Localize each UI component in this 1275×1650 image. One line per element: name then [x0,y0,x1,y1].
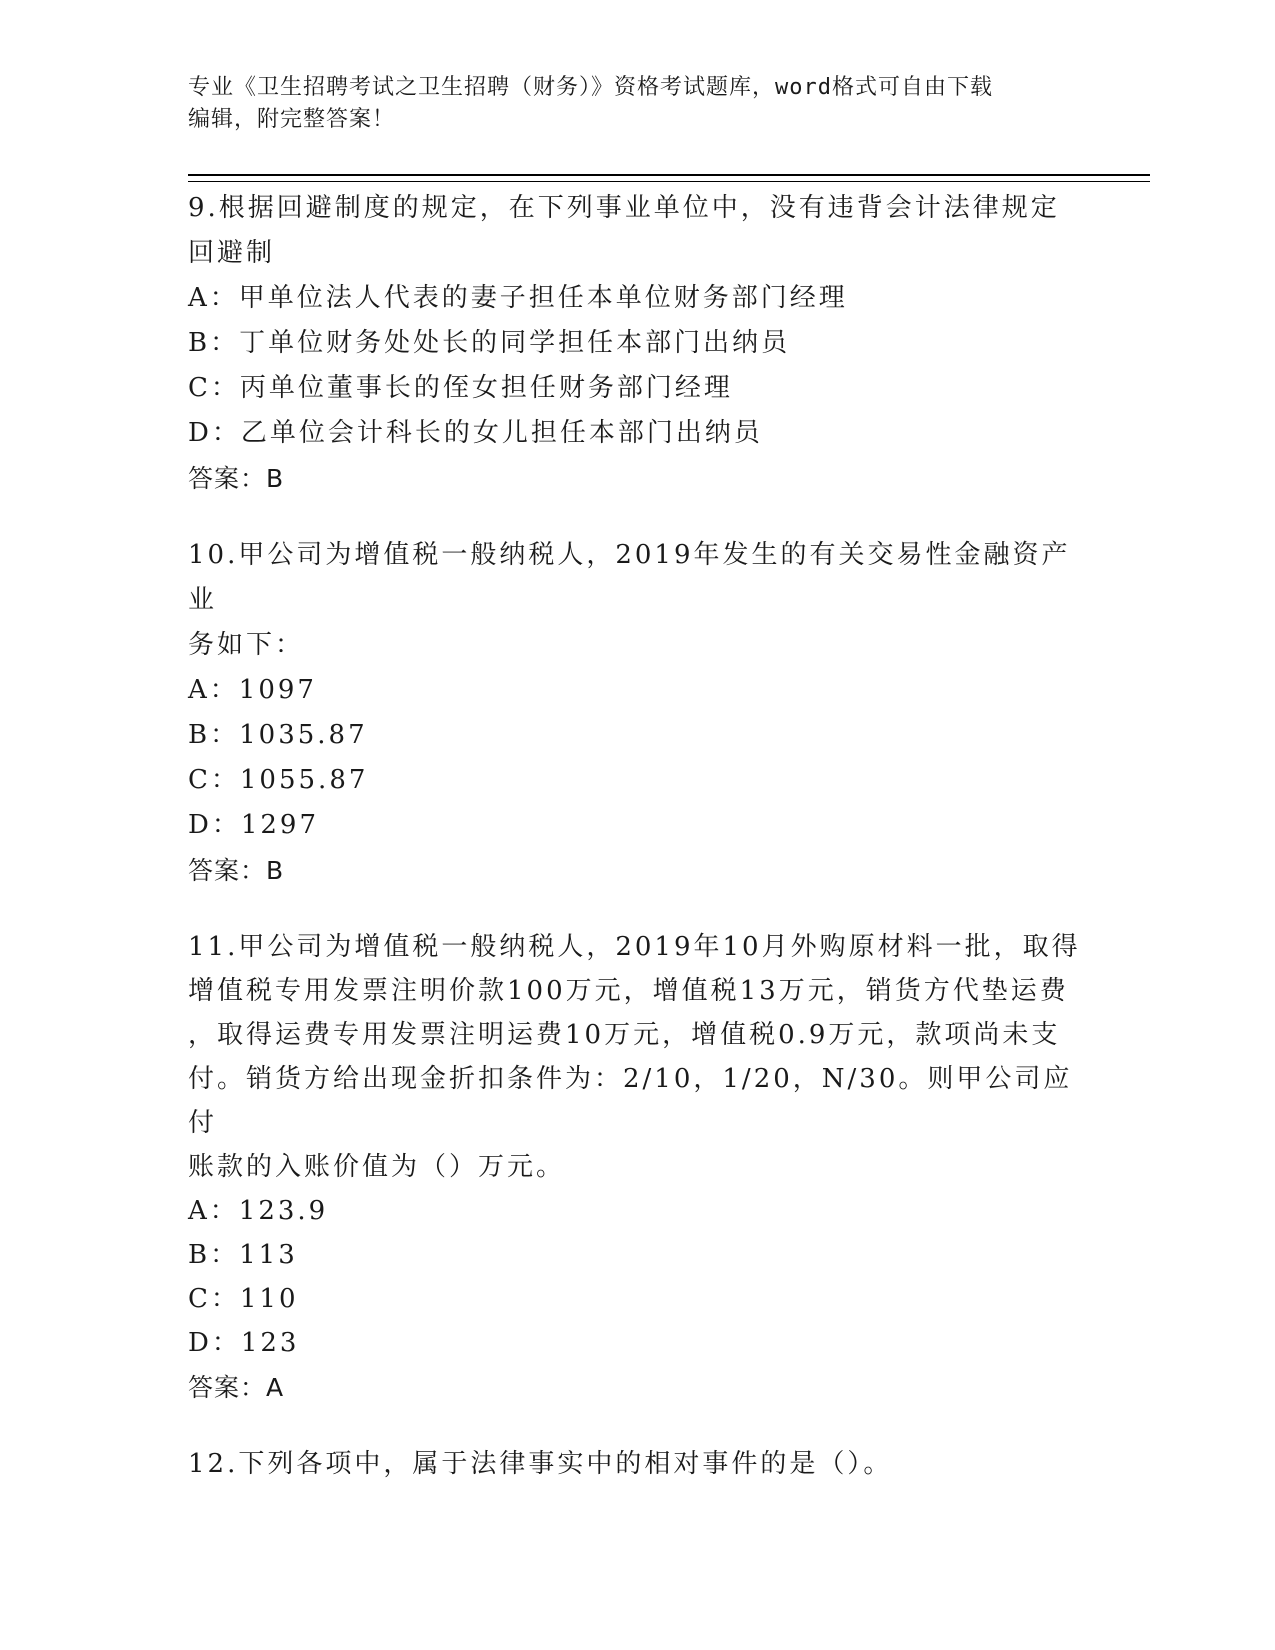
question-text-line: 务如下： [188,630,305,660]
question-12 [188,1442,1088,1487]
header-line-2: 编辑，附完整答案！ [188,107,396,132]
option-b: B：丁单位财务处处长的同学担任本部门出纳员 [188,328,791,358]
question-9 [188,186,1088,501]
header-line-1: 专业《卫生招聘考试之卫生招聘（财务）》资格考试题库，word格式可自由下载 [188,75,993,100]
option-b: B：1035.87 [188,720,368,750]
question-text-line: 12.下列各项中，属于法律事实中的相对事件的是（）。 [188,1449,893,1479]
option-a: A：1097 [188,675,317,705]
question-text-line: 增值税专用发票注明价款100万元，增值税13万元，销货方代垫运费 [188,976,1069,1006]
question-text-line: 账款的入账价值为（）万元。 [188,1152,566,1182]
option-c: C：1055.87 [188,765,369,795]
answer: 答案：B [188,856,285,885]
option-d: D：123 [188,1328,300,1358]
question-text-line: 11.甲公司为增值税一般纳税人，2019年10月外购原材料一批，取得 [188,932,1081,962]
question-text-line: 10.甲公司为增值税一般纳税人，2019年发生的有关交易性金融资产业 [188,540,1071,615]
question-text-line: 回避制 [188,238,276,268]
question-11 [188,925,1088,1410]
option-d: D：乙单位会计科长的女儿担任本部门出纳员 [188,418,763,448]
question-text-line: ，取得运费专用发票注明运费10万元，增值税0.9万元，款项尚未支 [188,1020,1061,1050]
option-a: A：甲单位法人代表的妻子担任本单位财务部门经理 [188,283,848,313]
option-c: C：110 [188,1284,299,1314]
question-list [188,186,1088,1519]
question-text-line: 付。销货方给出现金折扣条件为：2/10，1/20，N/30。则甲公司应付 [188,1064,1073,1138]
header-divider-thick [188,174,1150,176]
header-divider-thin [188,181,1150,182]
option-d: D：1297 [188,810,320,840]
option-a: A：123.9 [188,1196,329,1226]
option-b: B：113 [188,1240,298,1270]
option-c: C：丙单位董事长的侄女担任财务部门经理 [188,373,733,403]
question-10 [188,533,1088,893]
question-text-line: 9.根据回避制度的规定，在下列事业单位中，没有违背会计法律规定 [188,193,1060,223]
answer: 答案：B [188,464,285,493]
page-header [188,72,1088,136]
answer: 答案：A [188,1373,285,1402]
